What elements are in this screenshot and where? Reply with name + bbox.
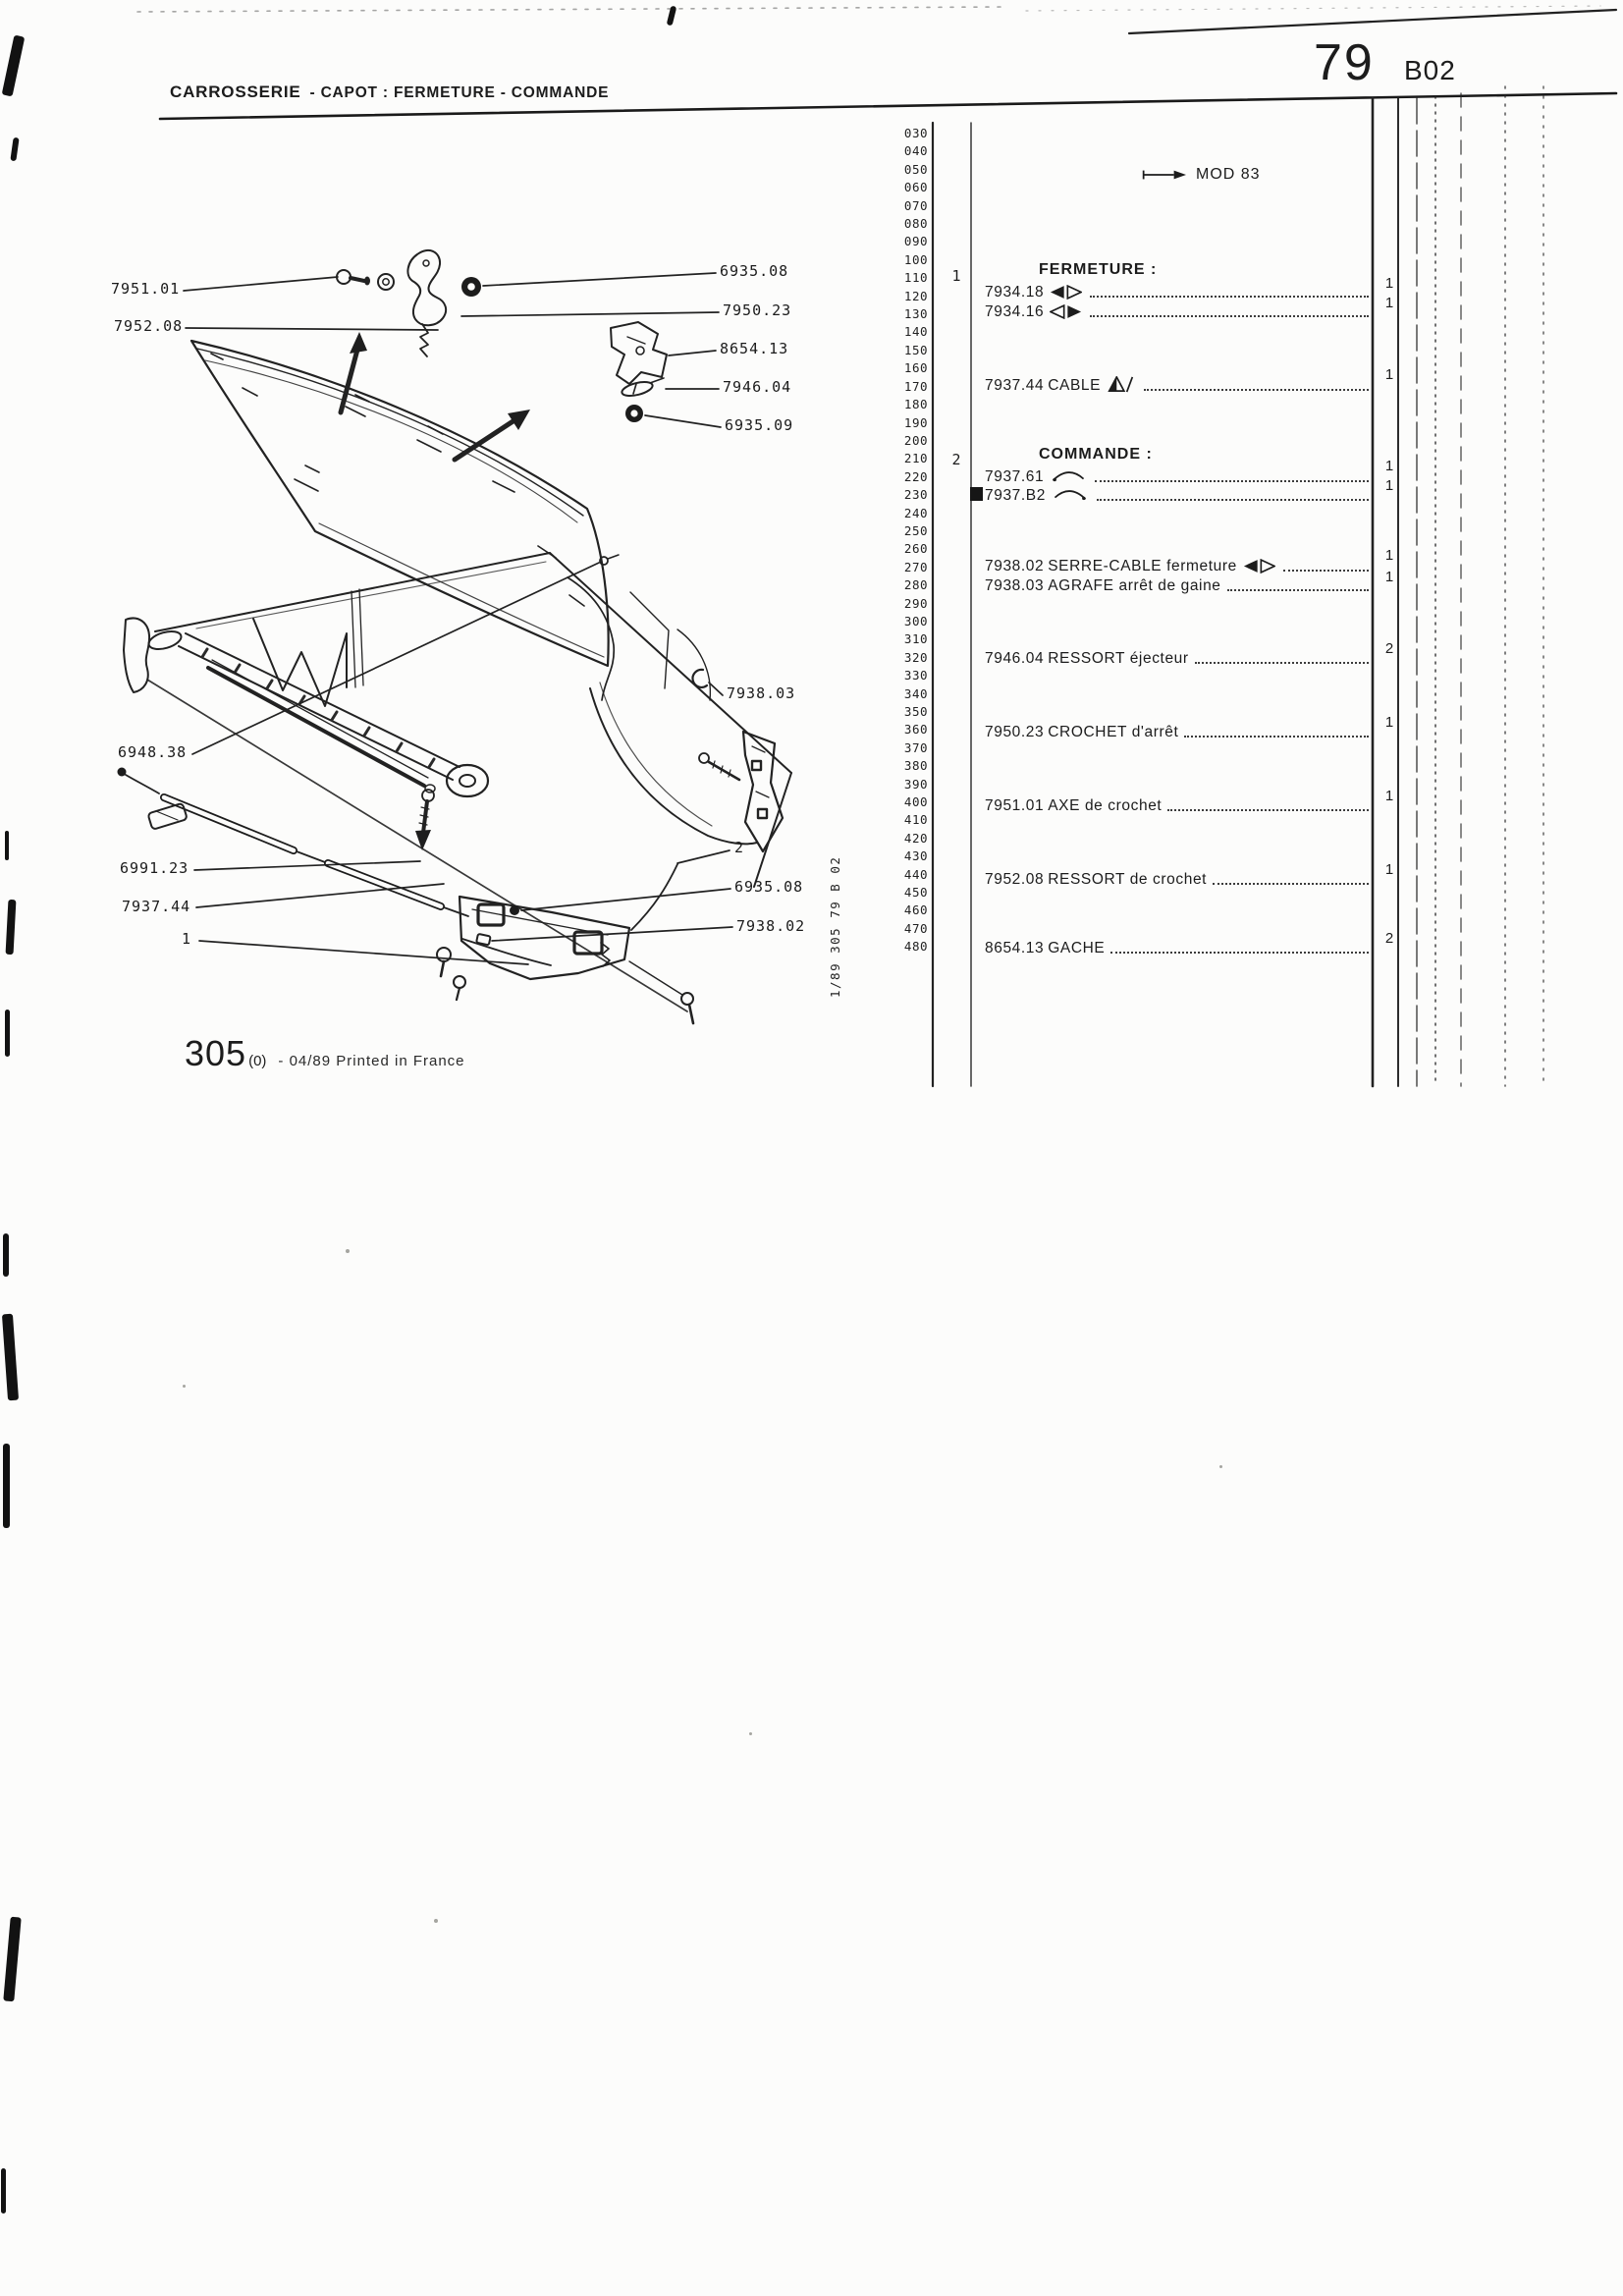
part-desc: CROCHET d'arrêt xyxy=(1048,724,1179,740)
scan-speck xyxy=(346,1249,350,1253)
body-tray xyxy=(124,553,791,1011)
leader-lines xyxy=(184,273,732,964)
dotted-leader xyxy=(1213,883,1369,885)
part-desc: RESSORT éjecteur xyxy=(1048,650,1189,667)
index-number: 190 xyxy=(903,414,928,430)
index-number: 440 xyxy=(903,866,928,882)
diagram-label: 6991.23 xyxy=(120,859,189,877)
bowtie-left-solid-icon xyxy=(1050,285,1082,300)
index-number: 080 xyxy=(903,216,928,232)
index-number: 200 xyxy=(903,432,928,448)
index-number: 250 xyxy=(903,522,928,538)
index-number: 390 xyxy=(903,776,928,792)
arc-dot-right-icon xyxy=(1052,487,1089,503)
catalog-number: 305 xyxy=(185,1033,247,1073)
part-qty: 1 xyxy=(1384,788,1394,804)
dotted-leader xyxy=(1097,499,1369,501)
page-title xyxy=(170,82,609,102)
part-ref: 7938.02 xyxy=(985,558,1045,574)
part-row xyxy=(985,373,1371,395)
scan-artifact xyxy=(2,1314,19,1401)
index-number: 150 xyxy=(903,342,928,357)
index-number: 140 xyxy=(903,324,928,340)
side-reference: 1/89 305 79 B 02 xyxy=(828,855,842,998)
index-number: 300 xyxy=(903,613,928,629)
part-desc: RESSORT de crochet xyxy=(1048,871,1208,888)
mod-note-label: MOD 83 xyxy=(1196,166,1261,183)
part-ref: 7934.16 xyxy=(985,303,1045,320)
index-number: 460 xyxy=(903,902,928,918)
index-number: 380 xyxy=(903,758,928,774)
triangle-slash-icon xyxy=(1107,376,1136,393)
index-number: 330 xyxy=(903,668,928,683)
part-desc: AGRAFE arrêt de gaine xyxy=(1048,577,1221,594)
arc-dot-left-icon xyxy=(1050,468,1087,484)
index-number: 130 xyxy=(903,306,928,322)
part-ref: 7951.01 xyxy=(985,797,1045,814)
release-cable xyxy=(118,768,678,931)
section-header-fermeture: FERMETURE : xyxy=(1039,261,1158,278)
index-number: 160 xyxy=(903,360,928,376)
dotted-leader xyxy=(1283,570,1369,572)
index-number: 280 xyxy=(903,577,928,593)
part-desc: CABLE xyxy=(1048,377,1102,394)
latch-assembly xyxy=(437,897,693,1023)
index-number: 120 xyxy=(903,288,928,303)
section-title: CARROSSERIE xyxy=(170,82,301,101)
index-number: 360 xyxy=(903,722,928,738)
part-ref: 7946.04 xyxy=(985,650,1045,667)
bowtie-left-solid-icon xyxy=(1243,559,1275,574)
index-number: 040 xyxy=(903,143,928,159)
index-number: 070 xyxy=(903,197,928,213)
index-number: 180 xyxy=(903,397,928,412)
index-number: 100 xyxy=(903,251,928,267)
index-number: 370 xyxy=(903,739,928,755)
diagram-label: 7938.02 xyxy=(736,917,806,935)
catalog-footer xyxy=(185,1033,465,1074)
scan-artifact xyxy=(3,1444,10,1528)
scan-speck xyxy=(749,1732,752,1735)
index-number: 410 xyxy=(903,812,928,828)
part-row xyxy=(985,720,1371,741)
part-row xyxy=(985,300,1371,321)
index-number: 110 xyxy=(903,270,928,286)
part-row xyxy=(985,280,1371,301)
diagram-label: 7938.03 xyxy=(727,684,796,702)
diagram-label: 7937.44 xyxy=(122,898,191,915)
dotted-leader xyxy=(1090,315,1369,317)
diagram-label: 8654.13 xyxy=(720,340,789,357)
part-row xyxy=(985,574,1371,595)
revision-square-icon xyxy=(970,487,983,501)
dotted-leader xyxy=(1227,589,1369,591)
part-ref: 7934.18 xyxy=(985,284,1045,301)
part-row xyxy=(985,936,1371,957)
part-ref: 7938.03 xyxy=(985,577,1045,594)
diagram-label: 7946.04 xyxy=(723,378,792,396)
index-number: 350 xyxy=(903,704,928,719)
mod-arrow-icon xyxy=(1141,167,1186,183)
index-number: 290 xyxy=(903,595,928,611)
dotted-leader xyxy=(1110,952,1369,954)
index-number: 320 xyxy=(903,649,928,665)
part-qty: 1 xyxy=(1384,569,1394,585)
dotted-leader xyxy=(1090,296,1369,298)
index-number: 030 xyxy=(903,126,928,140)
diagram-label: 7950.23 xyxy=(723,301,792,319)
scan-speck xyxy=(183,1385,186,1388)
index-number: 470 xyxy=(903,920,928,936)
part-qty: 1 xyxy=(1384,547,1394,564)
bowtie-right-solid-icon xyxy=(1050,304,1082,319)
group-callout-1: 1 xyxy=(951,267,961,285)
dotted-leader xyxy=(1195,662,1369,664)
part-qty: 2 xyxy=(1384,640,1394,657)
part-desc: SERRE-CABLE fermeture xyxy=(1048,558,1237,574)
index-number: 210 xyxy=(903,451,928,466)
part-qty: 1 xyxy=(1384,477,1394,494)
scan-artifact xyxy=(5,1010,10,1057)
index-number: 260 xyxy=(903,541,928,557)
part-ref: 8654.13 xyxy=(985,940,1045,957)
diagram-callout-1: 1 xyxy=(182,930,192,948)
scan-artifact xyxy=(3,1917,21,2002)
diagram-label: 6948.38 xyxy=(118,743,188,761)
index-number: 430 xyxy=(903,848,928,864)
part-qty: 1 xyxy=(1384,366,1394,383)
scan-speck xyxy=(434,1919,438,1923)
dotted-leader xyxy=(1184,736,1369,738)
direction-arrows xyxy=(341,332,530,460)
part-row xyxy=(985,554,1371,575)
index-number: 050 xyxy=(903,161,928,177)
diagram-label: 6935.08 xyxy=(720,262,789,280)
index-number: 230 xyxy=(903,487,928,503)
diagram-callout-2: 2 xyxy=(734,839,745,856)
index-number: 340 xyxy=(903,685,928,701)
page-number: 79 xyxy=(1314,34,1375,91)
index-column xyxy=(868,125,928,957)
section-header-commande: COMMANDE : xyxy=(1039,446,1153,463)
part-ref: 7937.B2 xyxy=(985,487,1046,504)
scan-artifact xyxy=(667,6,677,27)
part-ref: 7937.44 xyxy=(985,377,1045,394)
scan-speck xyxy=(1219,1465,1222,1468)
subsection-title: - CAPOT : FERMETURE - COMMANDE xyxy=(309,84,610,101)
part-qty: 1 xyxy=(1384,458,1394,474)
part-qty: 1 xyxy=(1384,295,1394,311)
part-qty: 1 xyxy=(1384,275,1394,292)
part-qty: 2 xyxy=(1384,930,1394,947)
catalog-index: (0) xyxy=(248,1053,267,1069)
index-number: 170 xyxy=(903,378,928,394)
part-ref: 7952.08 xyxy=(985,871,1045,888)
index-number: 480 xyxy=(903,939,928,955)
diagram-label: 6935.09 xyxy=(725,416,794,434)
index-number: 310 xyxy=(903,631,928,647)
scan-artifact xyxy=(2,35,26,97)
part-desc: GACHE xyxy=(1048,940,1106,957)
scan-artifact xyxy=(3,1233,9,1277)
index-number: 090 xyxy=(903,234,928,249)
part-desc: AXE de crochet xyxy=(1048,797,1163,814)
scan-artifact xyxy=(5,831,9,860)
printed-info: - 04/89 Printed in France xyxy=(278,1053,465,1069)
scan-artifact xyxy=(1,2168,6,2214)
part-row xyxy=(985,793,1371,815)
mod-note xyxy=(1141,166,1261,184)
index-number: 240 xyxy=(903,505,928,520)
index-number: 400 xyxy=(903,794,928,810)
dotted-leader xyxy=(1167,809,1369,811)
dotted-leader xyxy=(1095,480,1369,482)
index-number: 270 xyxy=(903,559,928,574)
scan-artifact xyxy=(10,137,19,162)
index-number: 060 xyxy=(903,180,928,195)
part-ref: 7937.61 xyxy=(985,468,1045,485)
group-callout-2: 2 xyxy=(951,451,961,468)
scan-artifact xyxy=(6,900,17,955)
part-qty: 1 xyxy=(1384,861,1394,878)
hook-parts xyxy=(337,250,481,356)
index-number: 220 xyxy=(903,468,928,484)
part-qty: 1 xyxy=(1384,714,1394,731)
part-row xyxy=(985,867,1371,889)
diagram-label: 6935.08 xyxy=(734,878,804,896)
hood-panel xyxy=(191,341,609,666)
index-number: 450 xyxy=(903,885,928,901)
page-code: B02 xyxy=(1404,55,1456,85)
index-number: 420 xyxy=(903,830,928,846)
striker-parts xyxy=(611,322,667,422)
diagram-label: 7952.08 xyxy=(114,317,184,335)
part-row xyxy=(985,646,1371,668)
dotted-leader xyxy=(1144,389,1369,391)
diagram-label: 7951.01 xyxy=(111,280,181,298)
part-row xyxy=(985,483,1371,505)
part-ref: 7950.23 xyxy=(985,724,1045,740)
